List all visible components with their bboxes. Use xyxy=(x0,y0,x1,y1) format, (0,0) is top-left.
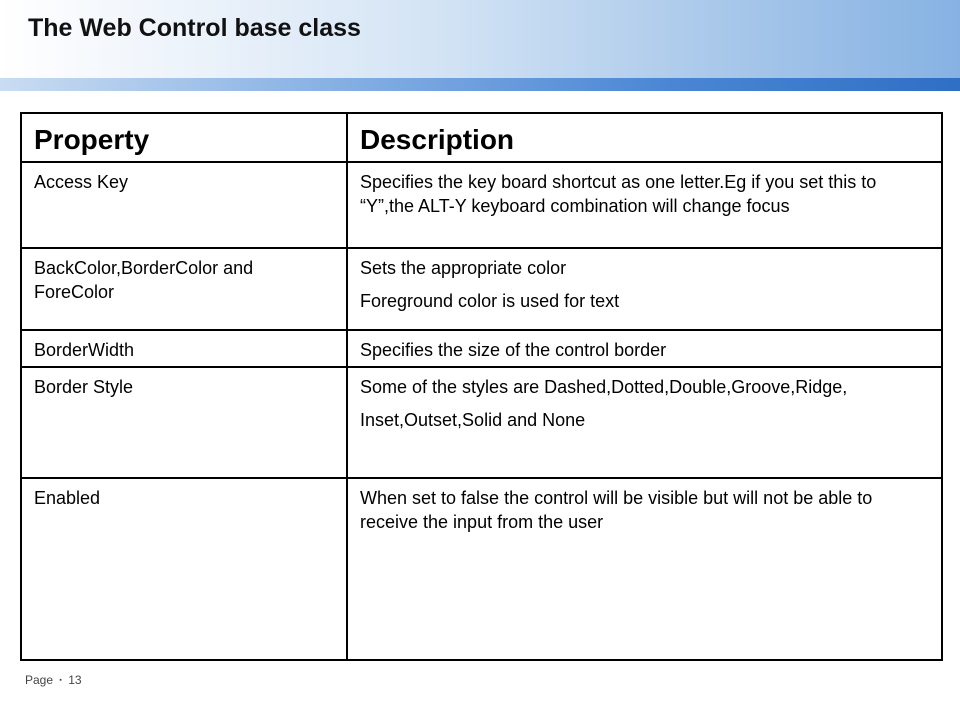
property-cell: Enabled xyxy=(21,478,347,660)
header-accent-bar xyxy=(0,78,960,91)
column-header-property: Property xyxy=(21,113,347,162)
description-text: Some of the styles are Dashed,Dotted,Double,Groove,Ridge, xyxy=(360,377,848,397)
description-cell xyxy=(347,162,942,248)
property-cell: BorderWidth xyxy=(21,330,347,367)
description-text: Specifies the size of the control border xyxy=(360,340,667,360)
table-row xyxy=(21,478,942,660)
bullet-separator-icon: ▪ xyxy=(59,677,62,684)
table-header-row xyxy=(21,113,942,162)
page-footer xyxy=(25,673,82,687)
table-row xyxy=(21,367,942,478)
property-cell: Border Style xyxy=(21,367,347,478)
description-cell xyxy=(347,330,942,367)
table-row xyxy=(21,248,942,330)
description-text: Foreground color is used for text xyxy=(360,291,620,311)
description-text: When set to false the control will be visible but will not be able to receive the input from the user xyxy=(360,488,873,532)
properties-table xyxy=(20,112,943,661)
column-header-description: Description xyxy=(347,113,942,162)
property-cell: Access Key xyxy=(21,162,347,248)
description-cell xyxy=(347,248,942,330)
table-row xyxy=(21,162,942,248)
description-cell xyxy=(347,367,942,478)
table-row xyxy=(21,330,942,367)
description-cell xyxy=(347,478,942,660)
property-cell: BackColor,BorderColor and ForeColor xyxy=(21,248,347,330)
description-text: Sets the appropriate color xyxy=(360,258,567,278)
slide-title: The Web Control base class xyxy=(28,14,361,42)
page-number: 13 xyxy=(68,673,82,687)
description-text: Specifies the key board shortcut as one letter.Eg if you set this to “Y”,the ALT-Y keyboard combination will change focus xyxy=(360,172,877,216)
description-text: Inset,Outset,Solid and None xyxy=(360,410,586,430)
page-label: Page xyxy=(25,673,54,687)
